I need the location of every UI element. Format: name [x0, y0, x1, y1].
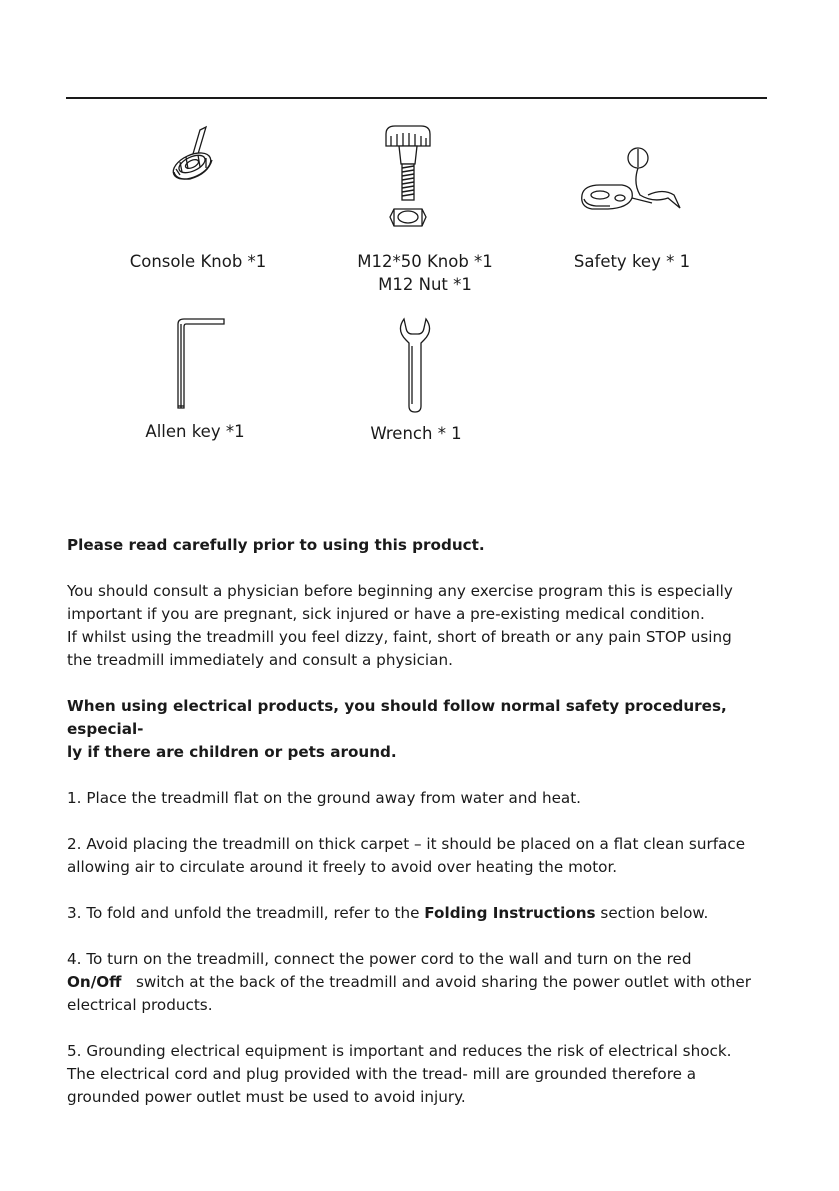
item-1: 1. Place the treadmill flat on the ground away from water and heat. — [67, 789, 582, 807]
electrical-heading-line: When using electrical products, you should follow normal safety procedures, especial- — [67, 697, 727, 738]
item-2-line: 2. Avoid placing the treadmill on thick carpet – it should be placed on a flat clean surface — [67, 835, 746, 853]
wrench-icon — [398, 316, 432, 414]
allen-key-icon — [176, 318, 228, 410]
header-rule — [66, 97, 767, 99]
item-5-line: 5. Grounding electrical equipment is important and reduces the risk of electrical shock. — [67, 1042, 732, 1060]
folding-instructions-ref: Folding Instructions — [424, 904, 596, 922]
m12-knob-icon — [383, 124, 433, 232]
console-knob-label: Console Knob *1 — [129, 252, 267, 271]
electrical-heading-line: ly if there are children or pets around. — [67, 743, 397, 761]
para1-line: the treadmill immediately and consult a physician. — [67, 651, 453, 669]
allen-key-label: Allen key *1 — [145, 422, 245, 441]
on-off-switch-ref: On/Off — [67, 973, 122, 991]
item-3: 3. To fold and unfold the treadmill, refer to the Folding Instructions section below. — [67, 904, 709, 922]
safety-key-icon — [578, 143, 688, 218]
item-4-line: On/Off switch at the back of the treadmill and avoid sharing the power outlet with other — [67, 973, 752, 991]
item-4-line: electrical products. — [67, 996, 213, 1014]
item-5-line: grounded power outlet must be used to avoid injury. — [67, 1088, 466, 1106]
para1-line: You should consult a physician before beginning any exercise program this is especially — [67, 582, 733, 600]
para1-line: If whilst using the treadmill you feel dizzy, faint, short of breath or any pain STOP using — [67, 628, 732, 646]
safety-key-label: Safety key * 1 — [573, 252, 691, 271]
console-knob-icon — [160, 122, 230, 192]
para1-line: important if you are pregnant, sick injured or have a pre-existing medical condition. — [67, 605, 705, 623]
m12-nut-label: M12 Nut *1 — [378, 275, 472, 294]
m12-knob-label: M12*50 Knob *1 — [357, 252, 493, 271]
item-4-line: 4. To turn on the treadmill, connect the power cord to the wall and turn on the red — [67, 950, 692, 968]
item-2-line: allowing air to circulate around it freely to avoid over heating the motor. — [67, 858, 618, 876]
item-5-line: The electrical cord and plug provided with the tread- mill are grounded therefore a — [67, 1065, 697, 1083]
safety-notice — [67, 534, 777, 1109]
wrench-label: Wrench * 1 — [370, 424, 462, 443]
notice-heading: Please read carefully prior to using this product. — [67, 536, 485, 554]
